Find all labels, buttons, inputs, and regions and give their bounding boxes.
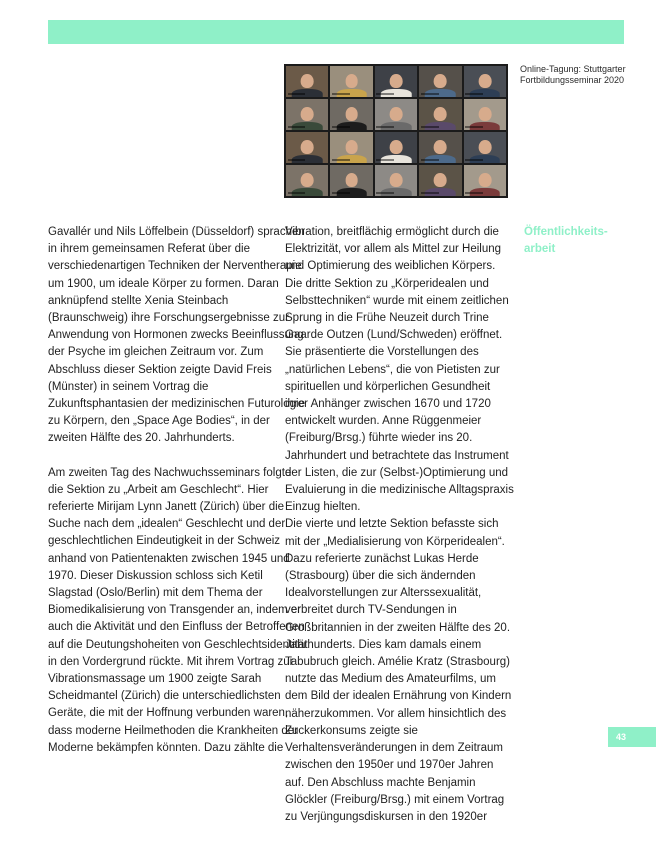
participant-tile [330, 132, 372, 163]
participant-name-strip [376, 159, 394, 162]
participant-tile [464, 132, 506, 163]
page-number: 43 [608, 727, 656, 747]
participant-name-strip [421, 126, 439, 129]
participant-tile [330, 165, 372, 196]
participant-name-strip [288, 93, 306, 96]
participant-head [434, 140, 447, 154]
body-paragraph: Die vierte und letzte Sektion befasste sich mit der „Medialisierung von Körperidealen“. Dazu referierte zunächst Lukas Herde (Strasbourg) über die sich ändernden Idealvorstellungen zur Alterssexualität, verbreitet durch TV-Sendungen in Großbritannien in der zweiten Hälfte des 20. Jahrhunderts. Dies kam damals einem Tabubruch gleich. Amélie Kratz (Strasbourg) nutzte das Medium des Amateurfilms, um dem Bild der idealen Ernährung von Kindern näherzukommen. Vor allem hinsichtlich des Zuckerkonsums zeigte sie Verhaltensveränderungen in dem Zeitraum zwischen den 1950er und 1970er Jahren auf. Den Abschluss machte Benjamin Glöckler (Freiburg/Brsg.) mit einem Vortrag zu Verjüngungsdiskursen in den 1920er [285, 518, 512, 823]
participant-tile [286, 165, 328, 196]
participant-name-strip [376, 192, 394, 195]
participant-name-strip [465, 126, 483, 129]
participant-head [390, 74, 403, 88]
participant-head [301, 74, 314, 88]
participant-tile [286, 132, 328, 163]
participant-head [478, 74, 491, 88]
participant-head [478, 173, 491, 187]
participant-head [345, 140, 358, 154]
participant-name-strip [332, 126, 350, 129]
video-conference-photo [284, 64, 508, 198]
participant-tile [375, 99, 417, 130]
participant-tile [419, 165, 461, 196]
participant-head [345, 74, 358, 88]
body-paragraph: Am zweiten Tag des Nachwuchsseminars folgte die Sektion zu „Arbeit am Geschlecht“. Hier referierte Mirijam Lynn Janett (Zürich) über die Suche nach dem „idealen“ Geschlecht und der geschlechtlichen Eindeutigkeit in der Schweiz anhand von Patientenakten zwischen 1945 und 1970. Dieser Diskussion schloss sich Ketil Slagstad (Oslo/Berlin) mit dem Thema der Biomedikalisierung von Transgender an, indem er auch die Aktivität und den Einfluss der Betroffenen auf die Deutungshoheiten von Geschlechtsidentität in den Vordergrund rückte. Mit ihrem Vortrag zur Vibrationsmassage um 1900 zeigte Sarah Scheidmantel (Zürich) die unterschiedlichsten Geräte, die mit der Hoffnung verbunden waren, dass moderne Heilmethoden die Krankheiten der Moderne bekämpfen könnten. Dazu zählte die [48, 466, 308, 754]
participant-head [434, 173, 447, 187]
participant-head [478, 107, 491, 121]
participant-head [390, 107, 403, 121]
participant-name-strip [421, 93, 439, 96]
participant-name-strip [421, 159, 439, 162]
participant-name-strip [332, 192, 350, 195]
participant-name-strip [465, 192, 483, 195]
participant-tile [419, 132, 461, 163]
participant-head [301, 140, 314, 154]
participant-name-strip [421, 192, 439, 195]
participant-tile [286, 99, 328, 130]
body-column-middle [285, 224, 515, 843]
participant-tile [464, 66, 506, 97]
participant-name-strip [288, 159, 306, 162]
participant-tile [330, 99, 372, 130]
participant-name-strip [332, 93, 350, 96]
participant-tile [419, 99, 461, 130]
participant-name-strip [465, 93, 483, 96]
participant-tile [375, 165, 417, 196]
body-paragraph: Gavallér und Nils Löffelbein (Düsseldorf) sprachen in ihrem gemeinsamen Referat über die verschiedenartigen Techniken der Nerventherapie um 1900, um ideale Körper zu formen. Daran anknüpfend stellte Xenia Steinbach (Braunschweig) ihre Forschungsergebnisse zur Anwendung von Hormonen zwecks Beeinflussung der Psyche im gleichen Zeitraum vor. Zum Abschluss dieser Sektion zeigte David Freis (Münster) in seinem Vortrag die Zukunftsphantasien der medizinischen Futurologie zu Körpern, den „Space Age Bodies“, in der zweiten Hälfte des 20. Jahrhunderts. [48, 226, 305, 445]
participant-head [345, 173, 358, 187]
participant-tile [464, 99, 506, 130]
body-column-left [48, 224, 308, 774]
participant-tile [286, 66, 328, 97]
participant-head [478, 140, 491, 154]
section-heading: Öffentlichkeitsarbeit [524, 226, 608, 256]
participant-head [301, 107, 314, 121]
participant-tile [330, 66, 372, 97]
participant-name-strip [376, 93, 394, 96]
participant-tile [419, 66, 461, 97]
participant-head [390, 140, 403, 154]
participant-head [301, 173, 314, 187]
participant-tile [375, 132, 417, 163]
participant-head [345, 107, 358, 121]
participant-name-strip [288, 192, 306, 195]
participant-name-strip [332, 159, 350, 162]
header-accent-bar [48, 20, 624, 44]
photo-caption: Online-Tagung: Stuttgarter Fortbildungsseminar 2020 [520, 64, 626, 85]
participant-name-strip [376, 126, 394, 129]
participant-name-strip [465, 159, 483, 162]
participant-head [434, 74, 447, 88]
participant-head [434, 107, 447, 121]
participant-tile [375, 66, 417, 97]
participant-tile [464, 165, 506, 196]
participant-name-strip [288, 126, 306, 129]
body-paragraph: Vibration, breitflächig ermöglicht durch die Elektrizität, vor allem als Mittel zur Heilung und Optimierung des weiblichen Körpers. Die dritte Sektion zu „Körperidealen und Selbsttechniken“ wurde mit einem zeitlichen Sprung in die Frühe Neuzeit durch Trine Gaarde Outzen (Lund/Schweden) eröffnet. Sie präsentierte die Vorstellungen des „natürlichen Lebens“, die von Pietisten zur spirituellen und körperlichen Gesundheit ihrer Anhänger zwischen 1670 und 1720 entwickelt wurden. Anne Rüggenmeier (Freiburg/Brsg.) führte wieder ins 20. Jahrhundert und betrachtete das Instrument der Listen, die zur (Selbst-)Optimierung und Evaluierung in die medizinische Alltagspraxis Einzug hielten. [285, 226, 514, 514]
participant-head [390, 173, 403, 187]
